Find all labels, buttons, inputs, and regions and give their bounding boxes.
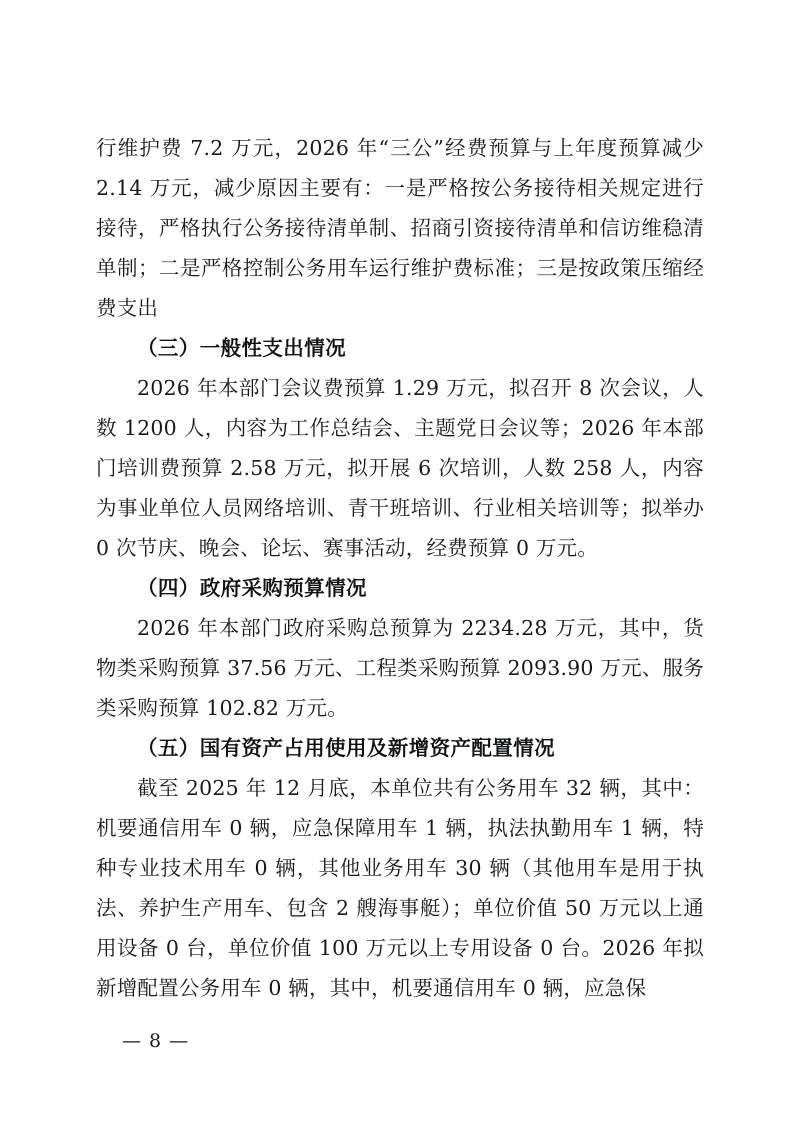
paragraph-government-procurement: 2026 年本部门政府采购总预算为 2234.28 万元，其中，货物类采购预算 37.56 万元、工程类采购预算 2093.90 万元、服务类采购预算 102.82 万元。	[96, 616, 704, 720]
paragraph-continuation: 行维护费 7.2 万元，2026 年“三公”经费预算与上年度预算减少 2.14 万元，减少原因主要有：一是严格按公务接待相关规定进行接待，严格执行公务接待清单制、招商引资接待清单和信访维稳清单制；二是严格控制公务用车运行维护费标准；三是按政策压缩经费支出	[96, 136, 704, 320]
page-footer	[96, 1030, 704, 1052]
paragraph-general-expenditure: 2026 年本部门会议费预算 1.29 万元，拟召开 8 次会议，人数 1200 人，内容为工作总结会、主题党日会议等；2026 年本部门培训费预算 2.58 万元，拟开展 6 次培训，人数 258 人，内容为事业单位人员网络培训、青干班培训、行业相关培训等；拟举办 0 次节庆、晚会、论坛、赛事活动，经费预算 0 万元。	[96, 376, 704, 560]
document-body	[96, 128, 704, 1008]
page-number: — 8 —	[122, 1030, 190, 1052]
section-heading-four: （四）政府采购预算情况	[137, 576, 367, 600]
paragraph-state-assets: 截至 2025 年 12 月底，本单位共有公务用车 32 辆，其中：机要通信用车 0 辆，应急保障用车 1 辆，执法执勤用车 1 辆，特种专业技术用车 0 辆，其他业务用车 30 辆（其他用车是用于执法、养护生产用车、包含 2 艘海事艇）；单位价值 50 万元以上通用设备 0 台，单位价值 100 万元以上专用设备 0 台。2026 年拟新增配置公务用车 0 辆，其中，机要通信用车 0 辆，应急保	[96, 776, 704, 1000]
section-heading-five: （五）国有资产占用使用及新增资产配置情况	[137, 736, 555, 760]
section-heading-three: （三）一般性支出情况	[137, 336, 346, 360]
